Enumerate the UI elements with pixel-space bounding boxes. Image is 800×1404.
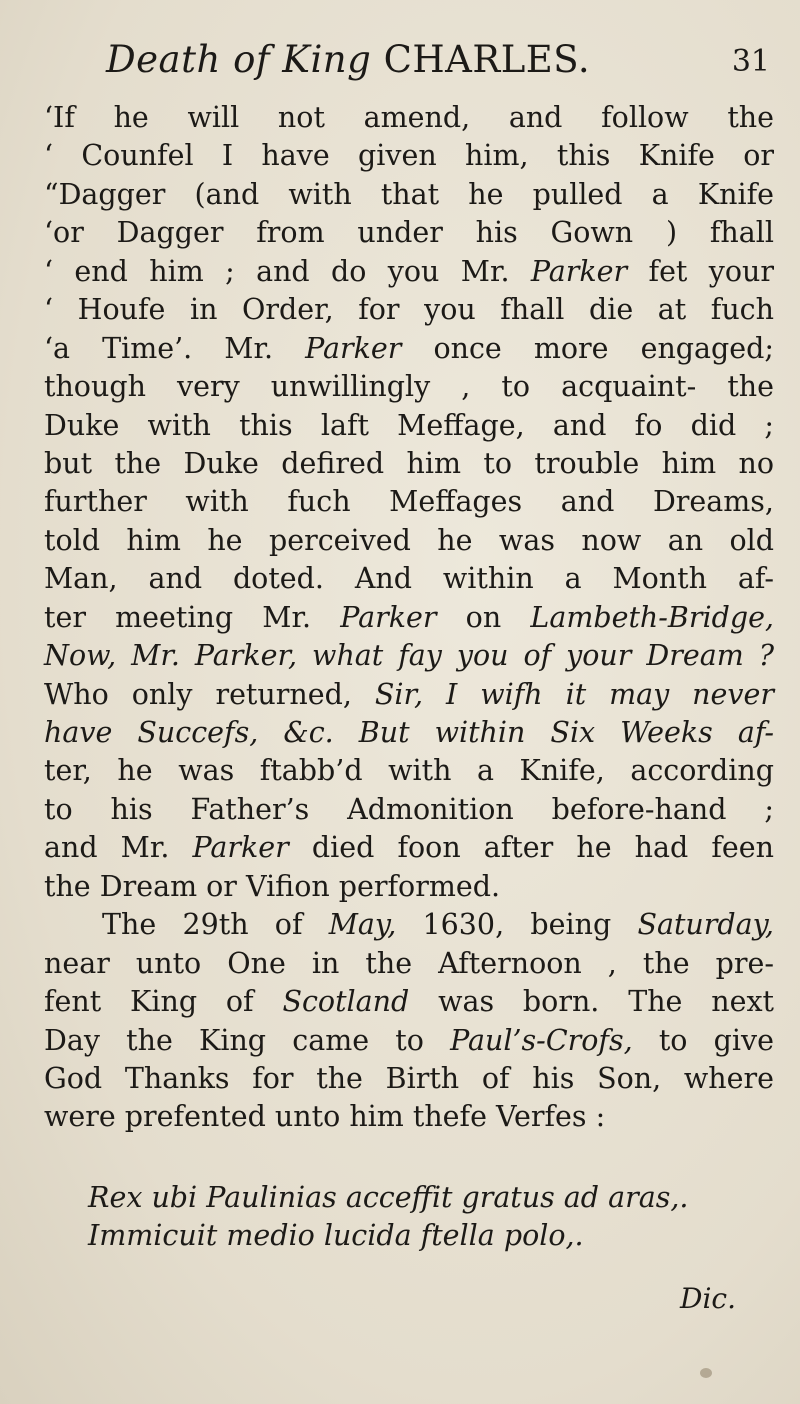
text-line: Man, and doted. And within a Month af- xyxy=(44,562,774,596)
text-line: God Thanks for the Birth of his Son, where xyxy=(44,1061,774,1095)
text-line: ‘ Counfel I have given him, this Knife or xyxy=(44,139,774,173)
body-text xyxy=(44,99,774,1256)
catchword: Dic. xyxy=(680,1282,736,1315)
text-line: ‘ Houfe in Order, for you fhall die at fuch xyxy=(44,293,774,327)
text-line: ‘a Time’. Mr. Parker once more engaged; xyxy=(44,331,774,365)
text-line: have Succefs, &c. But within Six Weeks af- xyxy=(44,716,774,749)
text-line: Day the King came to Paul’s-Crofs, to give xyxy=(44,1023,775,1057)
text-line: ‘or Dagger from under his Gown ) fhall xyxy=(44,216,774,250)
text-line: but the Duke defired him to trouble him no xyxy=(44,446,774,480)
latin-verse-line: Immicuit medio lucida ftella polo,. xyxy=(88,1219,584,1253)
text-line: ter meeting Mr. Parker on Lambeth-Bridge, xyxy=(44,600,774,634)
running-title-caps: CHARLES. xyxy=(383,38,591,81)
running-head xyxy=(106,38,776,86)
text-line: and Mr. Parker died foon after he had feen xyxy=(44,831,774,865)
text-line: ‘If he will not amend, and follow the xyxy=(44,101,774,134)
text-line: near unto One in the Afternoon , the pre- xyxy=(44,946,774,980)
ink-stain xyxy=(700,1368,712,1378)
page-number: 31 xyxy=(731,44,770,79)
running-title xyxy=(106,38,590,81)
verse-gap xyxy=(44,1137,774,1179)
running-title-italic: Death of King xyxy=(106,38,384,81)
latin-verse-line: Rex ubi Paulinias acceffit gratus ad aras,. xyxy=(88,1180,689,1214)
text-line: Who only returned, Sir, I wifh it may never xyxy=(44,677,774,711)
text-line: to his Father’s Admonition before-hand ; xyxy=(44,792,774,826)
text-line: ter, he was ftabb’d with a Knife, according xyxy=(44,754,774,788)
text-line: fent King of Scotland was born. The next xyxy=(44,985,774,1019)
text-line: though very unwillingly , to acquaint- the xyxy=(44,370,774,404)
text-line: told him he perceived he was now an old xyxy=(44,523,774,557)
text-line: The 29th of May, 1630, being Saturday, xyxy=(102,908,774,942)
text-line: were prefented unto him thefe Verfes : xyxy=(44,1100,606,1134)
text-line: ‘ end him ; and do you Mr. Parker fet your xyxy=(44,254,774,288)
text-line: further with fuch Meffages and Dreams, xyxy=(44,485,774,519)
text-line: Now, Mr. Parker, what fay you of your Dream ? xyxy=(44,639,774,673)
text-line: the Dream or Vifion performed. xyxy=(44,869,501,903)
text-line: “Dagger (and with that he pulled a Knife xyxy=(44,177,774,211)
text-line: Duke with this laft Meffage, and fo did ; xyxy=(44,408,774,442)
